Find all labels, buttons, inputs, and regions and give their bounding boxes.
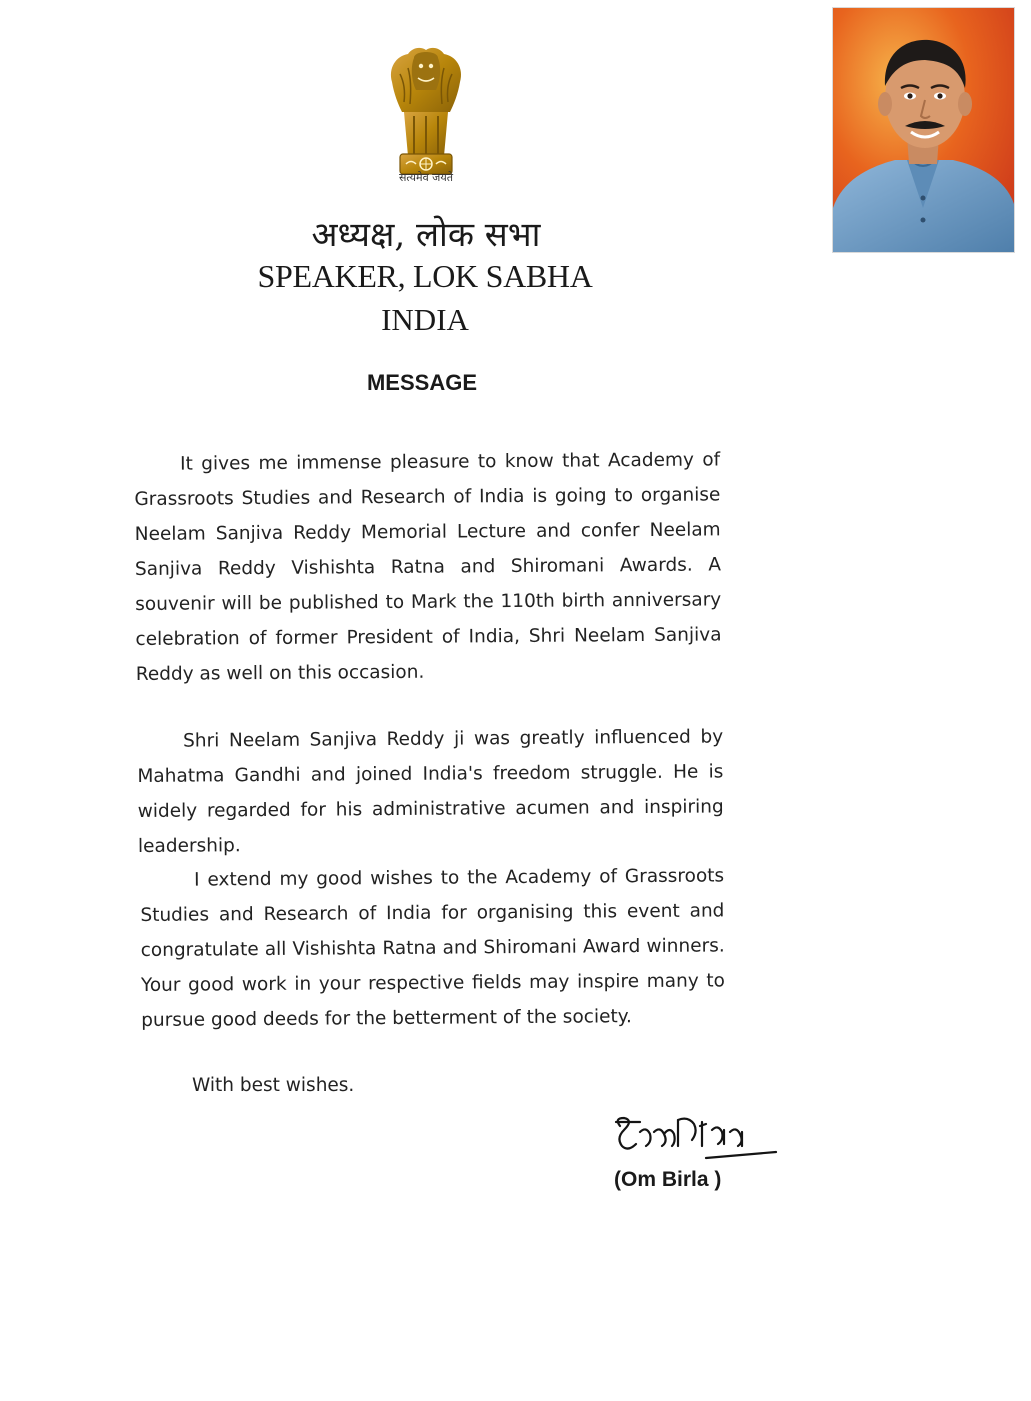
closing-line: With best wishes. bbox=[192, 1075, 355, 1096]
title-hindi: अध्यक्ष, लोक सभा bbox=[311, 215, 541, 255]
message-heading: MESSAGE bbox=[366, 370, 478, 395]
message-paragraph-3: I extend my good wishes to the Academy of Grassroots Studies and Research of India for organising this event and congratulate all Vishishta Ratna and Shiromani Award winners. Your good work in your respective fields may inspire many to pursue good deeds for the betterment of the society. bbox=[140, 865, 726, 1031]
emblem-motto: सत्यमेव जयते bbox=[398, 171, 453, 184]
handwritten-signature bbox=[606, 1112, 782, 1172]
national-emblem-icon bbox=[378, 38, 474, 190]
signatory-name: (Om Birla ) bbox=[614, 1168, 722, 1191]
portrait-photo bbox=[833, 8, 1014, 252]
country-name: INDIA bbox=[381, 302, 469, 337]
message-paragraph-2: Shri Neelam Sanjiva Reddy ji was greatly influenced by Mahatma Gandhi and joined India's freedom struggle. He is widely regarded for his administrative acumen and inspiring leadership. bbox=[137, 726, 724, 857]
message-paragraph-1: It gives me immense pleasure to know that Academy of Grassroots Studies and Research of India is going to organise Neelam Sanjiva Reddy Memorial Lecture and confer Neelam Sanjiva Reddy Vishishta Ratna and Shiromani Awards. A souvenir will be published to Mark the 110th birth anniversary celebration of former President of India, Shri Neelam Sanjiva Reddy as well on this occasion. bbox=[134, 449, 722, 685]
title-english: SPEAKER, LOK SABHA bbox=[257, 258, 593, 294]
